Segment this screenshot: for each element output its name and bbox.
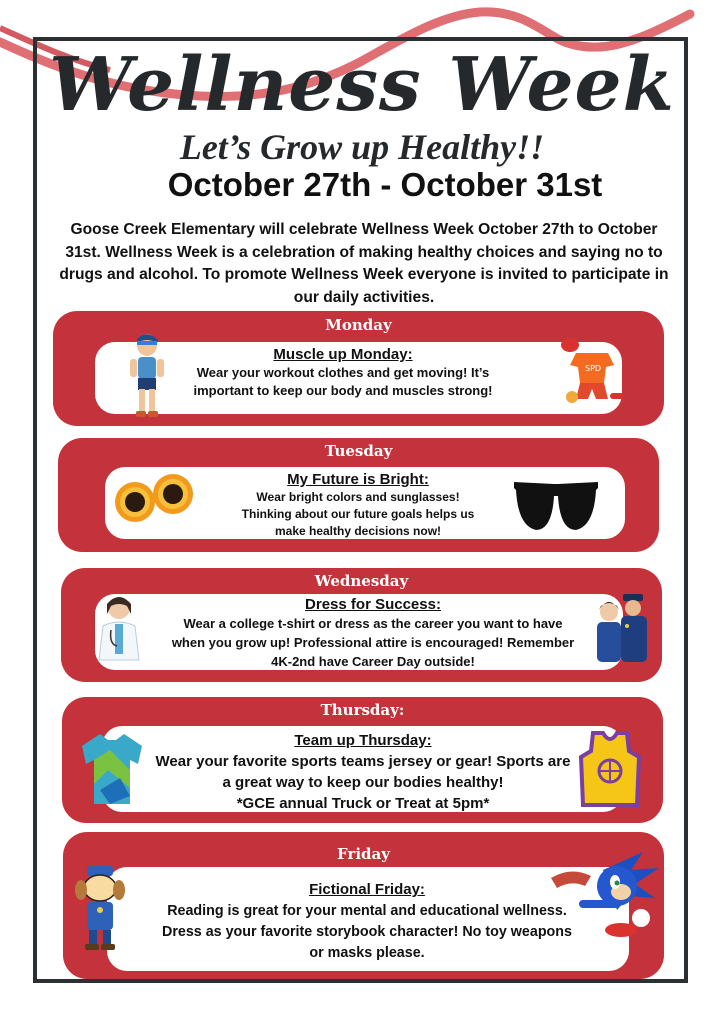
day-line: Wear your workout clothes and get moving! It’s bbox=[196, 365, 490, 380]
day-heading: Team up Thursday: bbox=[294, 732, 432, 749]
page-title: Wellness Week bbox=[49, 42, 675, 128]
dog-man-character-icon bbox=[67, 864, 133, 952]
day-line: Wear a college t-shirt or dress as the career you want to have bbox=[183, 616, 563, 631]
sports-uniform-icon bbox=[558, 335, 628, 405]
day-description bbox=[140, 730, 586, 814]
sunglasses-icon bbox=[510, 476, 602, 534]
police-officers-icon bbox=[589, 588, 653, 666]
day-line: when you grow up! Professional attire is encouraged! Remember bbox=[171, 635, 575, 650]
day-card-friday bbox=[63, 832, 664, 979]
day-line: 4K-2nd have Career Day outside! bbox=[271, 654, 475, 669]
page-subtitle: Let’s Grow up Healthy!! bbox=[179, 127, 545, 167]
day-heading: Fictional Friday: bbox=[309, 881, 425, 898]
day-description bbox=[153, 596, 593, 671]
day-line: a great way to keep our bodies healthy! bbox=[222, 774, 504, 791]
day-line: make healthy decisions now! bbox=[274, 524, 442, 538]
day-description bbox=[208, 470, 508, 540]
day-line: or masks please. bbox=[309, 945, 425, 961]
intro-paragraph: Goose Creek Elementary will celebrate Wellness Week October 27th to October 31st. Wellness Week is a celebration of making healthy choices and saying no to drugs and alcohol. To promote Wellness Week everyone is invited to participate in our daily activities. bbox=[59, 221, 669, 306]
event-dates: October 27th - October 31st bbox=[167, 166, 603, 203]
day-line: Thinking about our future goals helps us bbox=[241, 507, 475, 521]
day-title: Friday bbox=[337, 845, 390, 863]
day-line: *GCE annual Truck or Treat at 5pm* bbox=[236, 795, 490, 812]
day-line: important to keep our body and muscles strong! bbox=[193, 383, 493, 398]
day-description bbox=[153, 346, 533, 400]
day-card-thursday bbox=[62, 697, 663, 823]
sonic-character-icon bbox=[551, 848, 663, 942]
day-heading: Muscle up Monday: bbox=[273, 346, 413, 363]
day-card-wednesday bbox=[61, 568, 662, 682]
day-title: Tuesday bbox=[324, 442, 393, 460]
day-card-tuesday bbox=[58, 438, 659, 552]
day-line: Reading is great for your mental and educational wellness. bbox=[167, 903, 567, 919]
day-title: Wednesday bbox=[314, 572, 409, 590]
svg-text:SPD: SPD bbox=[585, 364, 602, 373]
day-card-monday bbox=[53, 311, 664, 426]
day-title: Monday bbox=[325, 316, 392, 334]
sunflower-icon bbox=[113, 474, 197, 526]
day-title: Thursday: bbox=[320, 701, 405, 719]
day-heading: Dress for Success: bbox=[305, 596, 441, 613]
tshirt-icon bbox=[80, 730, 144, 806]
basketball-jersey-icon bbox=[577, 731, 643, 807]
day-line: Wear your favorite sports teams jersey or gear! Sports are bbox=[155, 753, 571, 770]
day-line: Wear bright colors and sunglasses! bbox=[256, 490, 460, 504]
day-heading: My Future is Bright: bbox=[287, 471, 429, 488]
boy-exercising-icon bbox=[125, 331, 169, 419]
day-line: Dress as your favorite storybook character! No toy weapons bbox=[162, 924, 572, 940]
doctor-icon bbox=[91, 594, 147, 662]
day-description bbox=[142, 878, 592, 964]
